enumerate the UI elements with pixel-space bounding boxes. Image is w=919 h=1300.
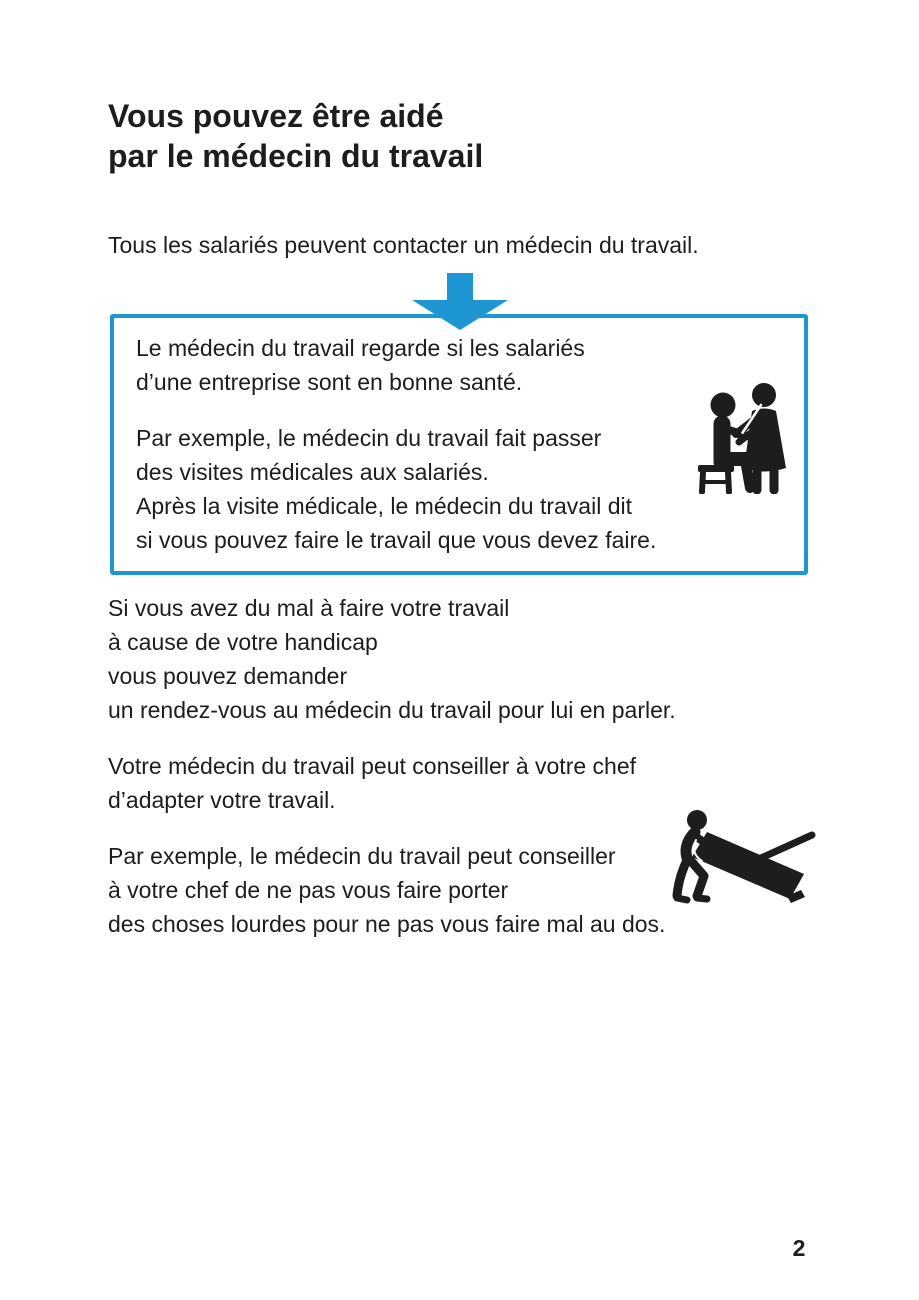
text-line: un rendez-vous au médecin du travail pour lui en parler.	[108, 697, 676, 723]
text-line: à cause de votre handicap	[108, 629, 378, 655]
text-line: vous pouvez demander	[108, 663, 348, 689]
callout-paragraph	[136, 421, 656, 557]
text-line: d’une entreprise sont en bonne santé.	[136, 369, 523, 395]
text-line: si vous pouvez faire le travail que vous devez faire.	[136, 527, 657, 553]
down-arrow-icon	[412, 273, 508, 330]
text-line: Par exemple, le médecin du travail peut conseiller	[108, 843, 616, 869]
intro-text: Tous les salariés peuvent contacter un médecin du travail.	[108, 232, 699, 258]
text-line: Votre médecin du travail peut conseiller à votre chef	[108, 753, 637, 779]
text-line: des visites médicales aux salariés.	[136, 459, 489, 485]
text-line: Par exemple, le médecin du travail fait passer	[136, 425, 602, 451]
text-line: Le médecin du travail regarde si les salariés	[136, 335, 585, 361]
title-line: Vous pouvez être aidé	[108, 98, 444, 134]
doctor-examination-icon	[698, 378, 790, 494]
body-paragraph	[108, 591, 676, 727]
body-paragraph	[108, 749, 636, 817]
callout-paragraph	[136, 331, 656, 399]
page-title	[108, 96, 483, 176]
callout-text	[136, 331, 656, 557]
body-paragraph	[108, 839, 665, 941]
wheelbarrow-icon	[666, 806, 820, 906]
text-line: Après la visite médicale, le médecin du travail dit	[136, 493, 633, 519]
text-line: à votre chef de ne pas vous faire porter	[108, 877, 509, 903]
text-line: d’adapter votre travail.	[108, 787, 336, 813]
page-number: 2	[792, 1235, 806, 1261]
text-line: des choses lourdes pour ne pas vous faire mal au dos.	[108, 911, 666, 937]
title-line: par le médecin du travail	[108, 138, 484, 174]
callout-box	[110, 314, 808, 575]
text-line: Si vous avez du mal à faire votre travail	[108, 595, 510, 621]
